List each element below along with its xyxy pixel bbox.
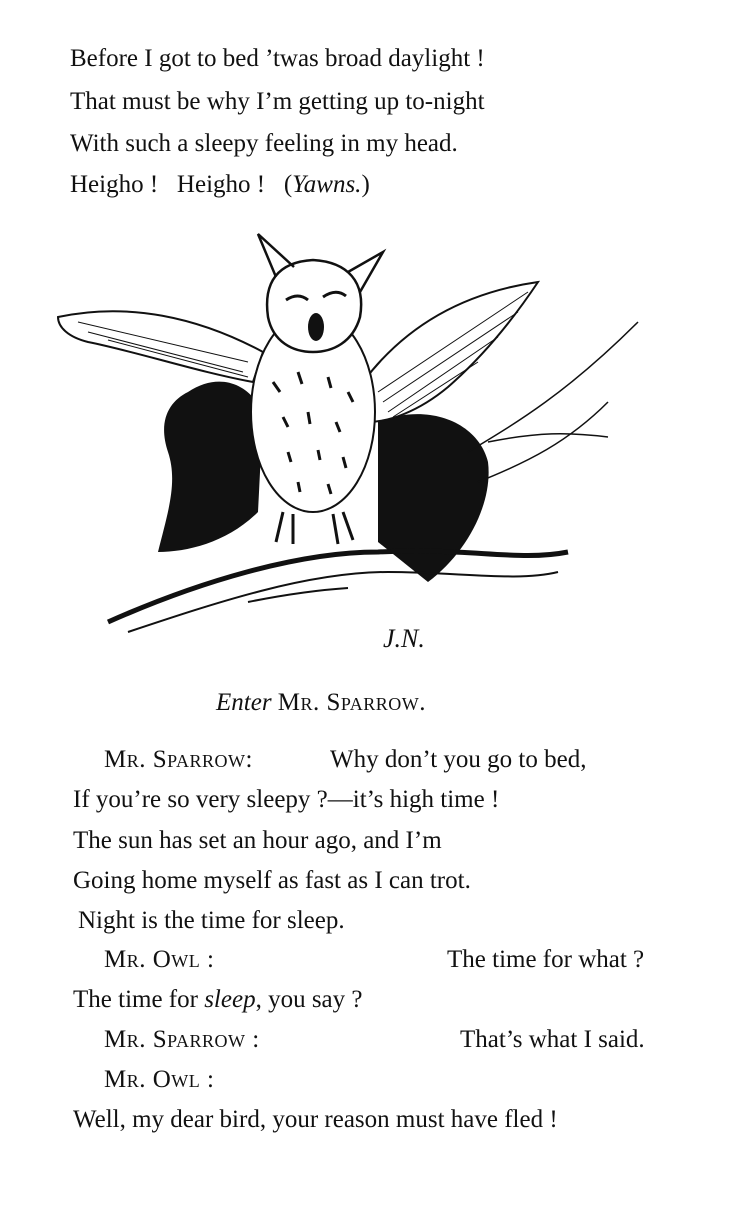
speaker-sparrow-2: Mr. Sparrow : bbox=[104, 1026, 260, 1053]
verse-line-1: Before I got to bed ’twas broad daylight ! bbox=[70, 45, 485, 72]
verse-line-4-close: ) bbox=[361, 171, 370, 198]
speaker-sparrow-1: Mr. Sparrow: bbox=[104, 746, 253, 773]
shadow-mass bbox=[158, 382, 263, 552]
dialogue-line-8: That’s what I said. bbox=[460, 1026, 645, 1053]
verse-line-4-text: Heigho ! Heigho ! ( bbox=[70, 171, 293, 198]
dialogue-line-2: If you’re so very sleepy ?—it’s high time ! bbox=[73, 786, 500, 813]
verse-line-2: That must be why I’m getting up to-night bbox=[70, 88, 485, 115]
dialogue-line-7 bbox=[73, 985, 363, 1015]
stage-direction-name: Mr. Sparrow. bbox=[277, 689, 427, 716]
dialogue-line-7-pre: The time for bbox=[73, 986, 205, 1013]
talons bbox=[276, 512, 353, 544]
stage-direction-yawns: Yawns. bbox=[292, 171, 362, 198]
dialogue-line-5: Night is the time for sleep. bbox=[78, 907, 345, 934]
verse-line-3: With such a sleepy feeling in my head. bbox=[70, 130, 458, 157]
dialogue-line-3: The sun has set an hour ago, and I’m bbox=[73, 827, 442, 854]
shadow-mass-right bbox=[378, 414, 489, 582]
dialogue-line-7-post: , you say ? bbox=[255, 986, 363, 1013]
verse-line-4 bbox=[70, 170, 370, 200]
speaker-owl-2: Mr. Owl : bbox=[104, 1066, 215, 1093]
dialogue-line-7-em: sleep bbox=[204, 986, 256, 1013]
branch bbox=[108, 551, 568, 622]
stage-direction bbox=[216, 688, 426, 718]
yawning-beak bbox=[308, 313, 324, 341]
dialogue-line-6: The time for what ? bbox=[447, 946, 645, 973]
left-wing bbox=[58, 311, 263, 382]
owl-illustration bbox=[48, 222, 648, 662]
artist-signature: J.N. bbox=[383, 624, 425, 653]
dialogue-line-10: Well, my dear bird, your reason must have fled ! bbox=[73, 1106, 558, 1133]
speaker-owl-1: Mr. Owl : bbox=[104, 946, 215, 973]
stage-direction-enter: Enter bbox=[216, 689, 272, 716]
dialogue-line-1: Why don’t you go to bed, bbox=[330, 746, 587, 773]
dialogue-line-4: Going home myself as fast as I can trot. bbox=[73, 867, 471, 894]
